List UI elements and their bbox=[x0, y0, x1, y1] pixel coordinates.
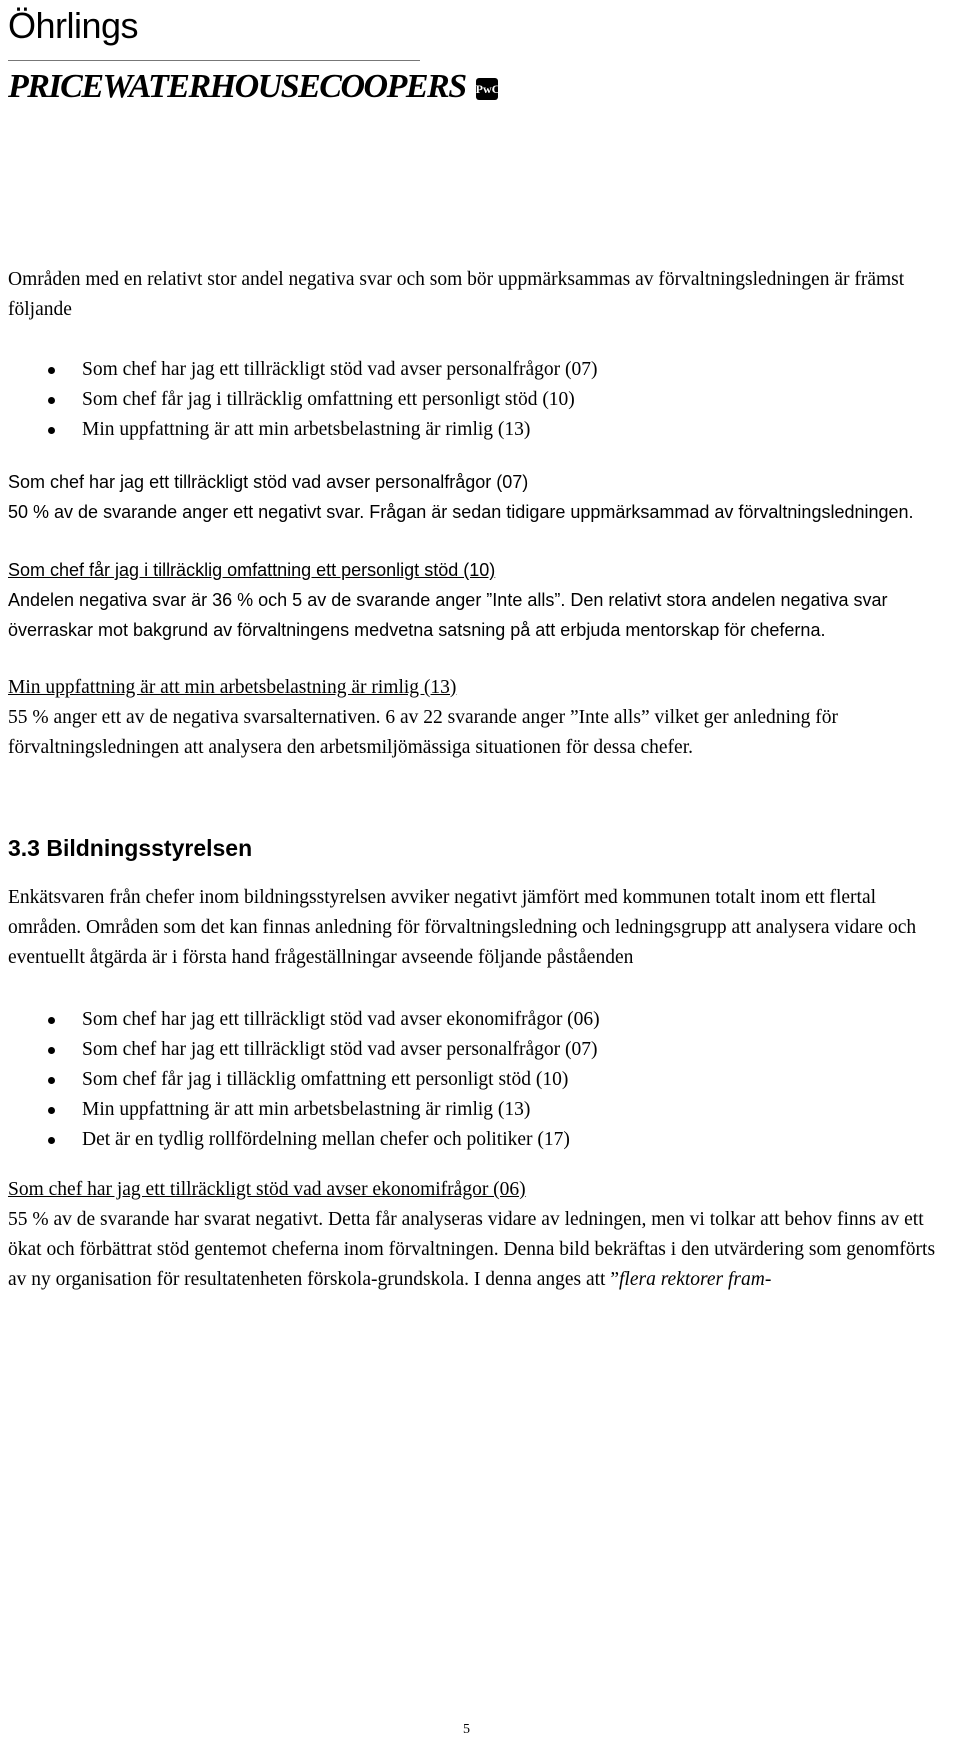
list-item bbox=[8, 1125, 953, 1155]
section-title: 3.3 Bildningsstyrelsen bbox=[8, 835, 253, 861]
list-item-text: Som chef får jag i tilläcklig omfattning ett personligt stöd (10) bbox=[82, 1069, 569, 1090]
list-item bbox=[8, 1005, 953, 1035]
list-item bbox=[8, 1065, 953, 1095]
section-heading: Min uppfattning är att min arbetsbelastning är rimlig (13) bbox=[8, 677, 457, 698]
section-33-paragraph: Enkätsvaren från chefer inom bildningsstyrelsen avviker negativt jämfört med kommunen totalt inom ett flertal områden. Områden som det kan finnas anledning för förvaltningsledning och ledningsgrupp att analysera vidare och eventuellt åtgärda är i första hand frågeställningar avseende följande påståenden bbox=[8, 887, 917, 968]
list-item bbox=[8, 1095, 953, 1125]
brand-divider bbox=[8, 60, 420, 61]
section-body bbox=[8, 1205, 953, 1295]
list-item bbox=[8, 355, 953, 385]
section-body: Andelen negativa svar är 36 % och 5 av de svarande anger ”Inte alls”. Den relativt stora andelen negativa svar överraskar mot bakgrund av förvaltningens medvetna satsning på att erbjuda mentorskap för cheferna. bbox=[8, 590, 888, 640]
section-heading: Som chef har jag ett tillräckligt stöd vad avser personalfrågor (07) bbox=[8, 472, 529, 492]
bullet-icon bbox=[48, 1017, 55, 1024]
brand-logo bbox=[8, 5, 501, 107]
section-heading: Som chef får jag i tillräcklig omfattning ett personligt stöd (10) bbox=[8, 560, 496, 580]
list-item-text: Det är en tydlig rollfördelning mellan chefer och politiker (17) bbox=[82, 1129, 570, 1150]
list-item-text: Min uppfattning är att min arbetsbelastning är rimlig (13) bbox=[82, 1099, 531, 1120]
section-personligt-stod bbox=[8, 555, 953, 645]
page-number: 5 bbox=[463, 1722, 470, 1737]
brand-wordmark bbox=[8, 67, 501, 107]
bullet-icon bbox=[48, 1047, 55, 1054]
section-ekonomifragor bbox=[8, 1175, 953, 1295]
section-body-text: 55 % av de svarande har svarat negativt. Detta får analyseras vidare av ledningen, men vi tolkar att behov finns av ett ökat och förbättrat stöd gentemot cheferna inom förvaltningen. Denna bild bekräftas i den utvärdering som genomförts av ny organisation för resultatenheten förskola-grundskola. I denna anges att ” bbox=[8, 1209, 936, 1290]
bullet-list-2 bbox=[8, 1005, 953, 1155]
list-item-text: Min uppfattning är att min arbetsbelastning är rimlig (13) bbox=[82, 419, 531, 440]
list-item-text: Som chef har jag ett tillräckligt stöd vad avser personalfrågor (07) bbox=[82, 1039, 598, 1060]
section-body: 50 % av de svarande anger ett negativt svar. Frågan är sedan tidigare uppmärksammad av förvaltningsledningen. bbox=[8, 502, 914, 522]
section-arbetsbelastning bbox=[8, 673, 953, 763]
bullet-list-1 bbox=[8, 355, 953, 445]
bullet-icon bbox=[48, 367, 55, 374]
section-body: 55 % anger ett av de negativa svarsalternativen. 6 av 22 svarande anger ”Inte alls” vilket ger anledning för förvaltningsledningen att analysera den arbetsmiljömässiga situationen för dessa chefer. bbox=[8, 707, 839, 758]
section-body-italic: flera rektorer fram- bbox=[618, 1269, 772, 1290]
brand-badge-icon: PwC bbox=[476, 78, 498, 100]
section-heading: Som chef har jag ett tillräckligt stöd vad avser ekonomifrågor (06) bbox=[8, 1179, 526, 1200]
bullet-icon bbox=[48, 1107, 55, 1114]
bullet-icon bbox=[48, 427, 55, 434]
bullet-icon bbox=[48, 1077, 55, 1084]
section-personalfragor bbox=[8, 467, 953, 527]
list-item bbox=[8, 415, 953, 445]
list-item-text: Som chef har jag ett tillräckligt stöd vad avser personalfrågor (07) bbox=[82, 359, 598, 380]
brand-wordmark-text: PRICEWATERHOUSECOOPERS bbox=[8, 68, 466, 105]
brand-name: Öhrlings bbox=[8, 5, 139, 46]
bullet-icon bbox=[48, 1137, 55, 1144]
bullet-icon bbox=[48, 397, 55, 404]
document-body bbox=[8, 265, 953, 1295]
list-item bbox=[8, 385, 953, 415]
list-item-text: Som chef får jag i tillräcklig omfattning ett personligt stöd (10) bbox=[82, 389, 575, 410]
list-item-text: Som chef har jag ett tillräckligt stöd vad avser ekonomifrågor (06) bbox=[82, 1009, 600, 1030]
intro-paragraph: Områden med en relativt stor andel negativa svar och som bör uppmärksammas av förvaltningsledningen är främst följande bbox=[8, 269, 905, 320]
list-item bbox=[8, 1035, 953, 1065]
